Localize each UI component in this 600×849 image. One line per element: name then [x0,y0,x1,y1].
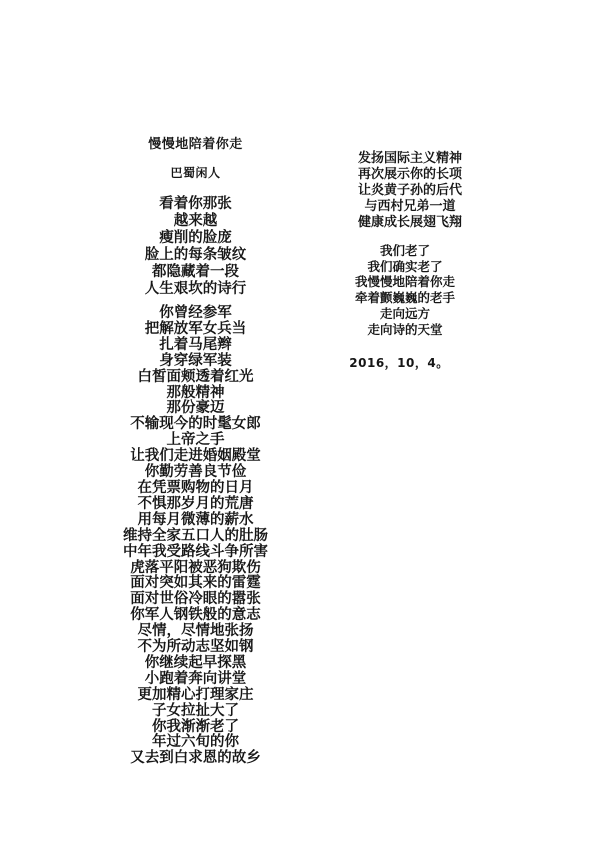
poem-line: 年过六旬的你 [152,734,239,751]
poem-date: 2016，10，4。 [349,356,449,371]
poem-line: 上帝之手 [166,432,225,449]
poem-line: 又去到白求恩的故乡 [130,750,261,767]
poem-line: 人生艰坎的诗行 [144,281,247,297]
poem-line: 让炎黄子孙的后代 [357,182,462,197]
poem-line: 中年我受路线斗争所害 [123,543,268,560]
poem-line: 与西村兄弟一道 [364,198,456,213]
poem-line: 让我们走进婚姻殿堂 [130,448,261,465]
poem-line: 看着你那张 [159,196,232,212]
poem-line: 白皙面颊透着红光 [137,368,254,385]
poem-line: 虎落平阳被恶狗欺伤 [130,559,261,576]
stanza-3 [305,150,515,230]
poem-line: 不输现今的时髦女郎 [130,416,261,433]
poem-line: 小跑着奔向讲堂 [144,670,247,687]
poem-line: 瘦削的脸庞 [159,230,232,246]
poem-line: 发扬国际主义精神 [357,150,462,165]
poem-line: 都隐藏着一段 [152,264,239,280]
stanza-2 [38,306,353,767]
poem-line: 维持全家五口人的肚肠 [123,527,268,544]
poem-line: 我慢慢地陪着你走 [354,275,455,290]
poem-line: 把解放军女兵当 [144,320,247,337]
poem-line: 那份豪迈 [166,400,225,417]
poem-line: 再次展示你的长项 [357,166,462,181]
poem-line: 我们确实老了 [367,259,443,274]
poem-line: 你曾经参军 [159,305,232,321]
stanza-4 [305,244,515,338]
poem-line: 面对世俗冷眼的嚣张 [130,591,261,608]
poem-line: 走向远方 [379,306,430,321]
poem-line: 脸上的每条皱纹 [144,247,247,263]
poem-line: 用每月微薄的薪水 [137,511,254,528]
poem-right-column [305,150,515,371]
poem-line: 牵着颤巍巍的老手 [354,291,455,306]
poem-line: 我们老了 [379,244,430,258]
poem-line: 你继续起早探黑 [144,654,247,671]
poem-line: 那般精神 [166,384,225,401]
poem-line: 你军人钢铁般的意志 [130,607,261,624]
poem-line: 在凭票购物的日月 [137,479,254,496]
poem-line: 不为所动志坚如钢 [137,639,254,656]
poem-line: 尽情，尽情地张扬 [137,623,254,640]
poem-line: 子女拉扯大了 [152,702,239,719]
poem-line: 不惧那岁月的荒唐 [137,495,254,512]
poem-line: 健康成长展翅飞翔 [357,214,462,229]
poem-line: 身穿绿军装 [159,352,232,369]
poem-line: 更加精心打理家庄 [137,686,254,703]
poem-line: 走向诗的天堂 [367,322,443,337]
poem-author: 巴蜀闲人 [170,166,221,180]
poem-line: 扎着马尾辫 [159,336,232,353]
poem-line: 面对突如其来的雷霆 [130,575,261,592]
poem-line: 你我渐渐老了 [152,718,239,735]
poem-title: 慢慢地陪着你走 [148,136,243,151]
poem-line: 越来越 [173,213,218,229]
poem-line: 你勤劳善良节俭 [144,464,247,481]
